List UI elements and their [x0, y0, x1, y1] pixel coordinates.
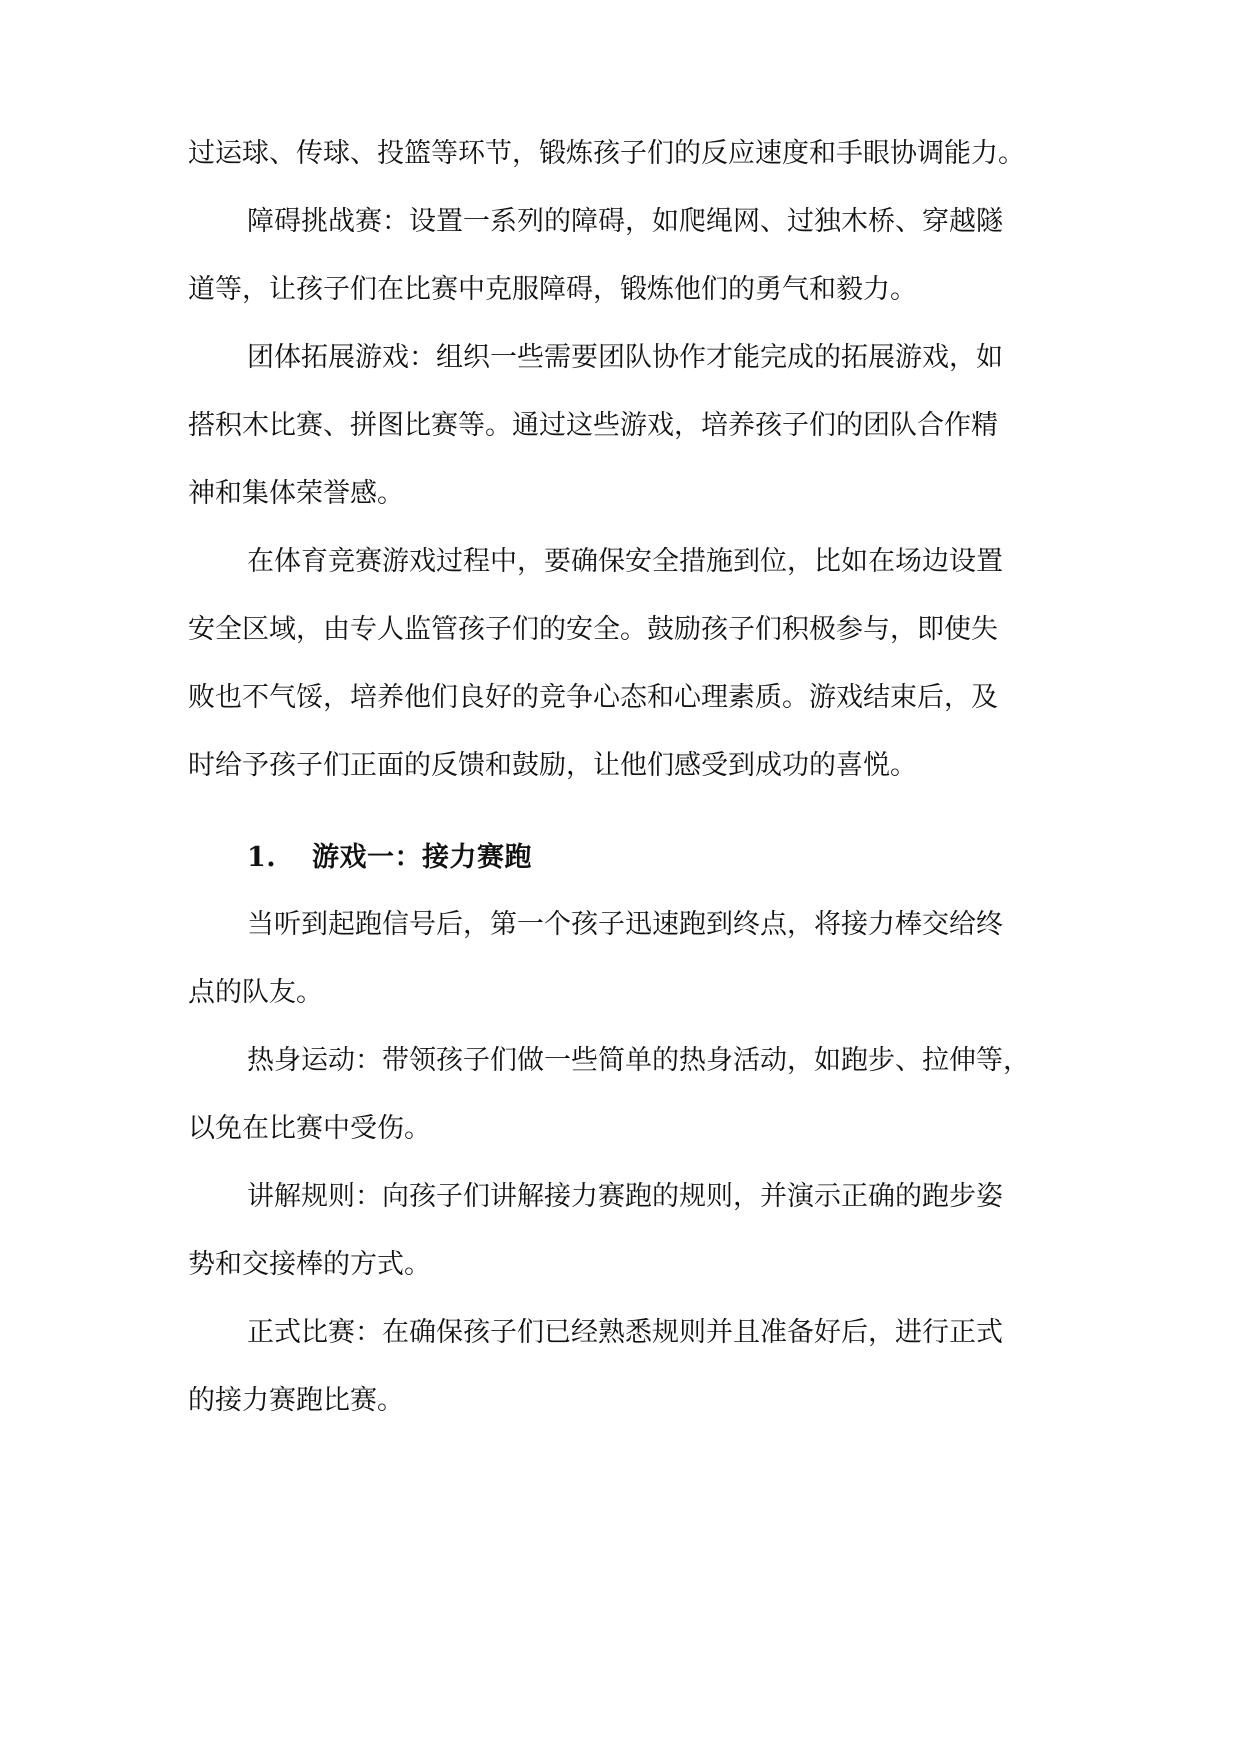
paragraph-line: 在体育竞赛游戏过程中，要确保安全措施到位，比如在场边设置 — [247, 546, 1003, 577]
paragraph-line: 道等，让孩子们在比赛中克服障碍，锻炼他们的勇气和毅力。 — [188, 274, 917, 305]
paragraph-line: 障碍挑战赛：设置一系列的障碍，如爬绳网、过独木桥、穿越隧 — [247, 206, 1003, 237]
paragraph-line: 以免在比赛中受伤。 — [188, 1113, 431, 1144]
paragraph-line: 过运球、传球、投篮等环节，锻炼孩子们的反应速度和手眼协调能力。 — [188, 138, 1025, 169]
paragraph-line: 神和集体荣誉感。 — [188, 478, 404, 509]
paragraph-line: 败也不气馁，培养他们良好的竞争心态和心理素质。游戏结束后，及 — [188, 682, 998, 713]
section-heading — [247, 838, 1117, 878]
paragraph-line: 当听到起跑信号后，第一个孩子迅速跑到终点，将接力棒交给终 — [247, 909, 1003, 940]
paragraph-line: 时给予孩子们正面的反馈和鼓励，让他们感受到成功的喜悦。 — [188, 750, 917, 781]
paragraph-line: 讲解规则：向孩子们讲解接力赛跑的规则，并演示正确的跑步姿 — [247, 1181, 1003, 1212]
paragraph-line: 势和交接棒的方式。 — [188, 1249, 431, 1280]
paragraph-line: 正式比赛：在确保孩子们已经熟悉规则并且准备好后，进行正式 — [247, 1317, 1003, 1348]
paragraph-line: 热身运动：带领孩子们做一些简单的热身活动，如跑步、拉伸等， — [247, 1045, 1030, 1076]
paragraph-line: 搭积木比赛、拼图比赛等。通过这些游戏，培养孩子们的团队合作精 — [188, 410, 998, 441]
paragraph-line: 的接力赛跑比赛。 — [188, 1385, 404, 1416]
section-title: 游戏一：接力赛跑 — [312, 842, 532, 873]
paragraph-line: 点的队友。 — [188, 977, 323, 1008]
paragraph-line: 安全区域，由专人监管孩子们的安全。鼓励孩子们积极参与，即使失 — [188, 614, 998, 645]
paragraph-line: 团体拓展游戏：组织一些需要团队协作才能完成的拓展游戏，如 — [247, 342, 1003, 373]
section-number: 1. — [247, 842, 277, 873]
